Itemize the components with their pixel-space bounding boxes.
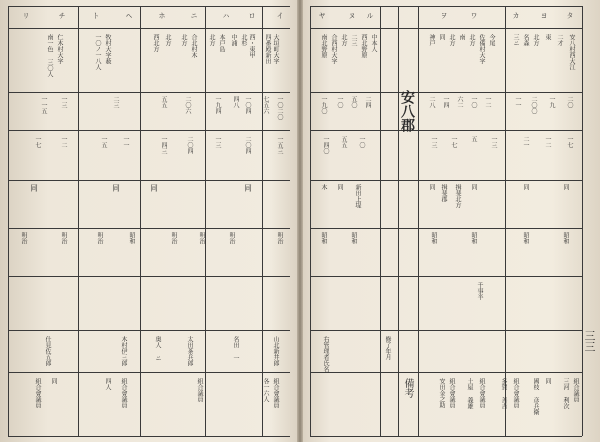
left-r2-c4: 四八 — [232, 96, 239, 108]
left-r1-c6: 本戸島 — [218, 34, 225, 52]
left-r5-same-3: 同 — [111, 184, 121, 192]
right-row-rule-7 — [310, 372, 582, 373]
left-header-mark-4: ヘ — [125, 12, 133, 19]
left-r1-c14: 牧村大字薮 — [104, 34, 111, 64]
left-r2-c10: 一一五 — [40, 96, 47, 114]
left-col-rule-1 — [78, 6, 79, 436]
left-row-rule-6 — [8, 330, 290, 331]
right-r2-c7: 六二 — [456, 96, 463, 108]
right-r3-c5: 一七 — [450, 136, 457, 148]
left-col-rule-3 — [205, 6, 206, 436]
left-r2-c5: 一九四 — [214, 96, 221, 114]
right-r2-c1: 一九〇 — [320, 96, 327, 114]
right-bottom-name-1: 安田金之助 — [438, 378, 445, 408]
right-r2-c12: 一九 — [548, 96, 555, 108]
right-note-3: 組合會議員 — [512, 378, 519, 408]
left-r2-c2: 七五六 — [262, 96, 269, 114]
right-sub-col-label: 右管理者氏名 — [322, 336, 329, 372]
right-col-rule-6 — [582, 6, 583, 436]
left-note-3: 組合議員 — [196, 378, 203, 402]
page-number: 三三 — [583, 330, 596, 352]
right-r1-c2: 合西村大字 — [330, 34, 337, 64]
right-r2-c9: 一二 — [484, 96, 491, 108]
right-r4-c9: 同 — [562, 184, 569, 190]
right-r2-c6: 一四 — [442, 96, 449, 108]
right-header-bottom-rule — [310, 28, 582, 29]
left-r1-c12: 仁木村大字 — [56, 34, 63, 64]
left-r1-c15: 一〇ノ一八人 — [94, 34, 101, 70]
left-r3-c8: 一二 — [60, 136, 67, 148]
right-r1-c7: 神戸 — [428, 34, 435, 46]
left-bottom-name-3: 木村伊三郎 — [120, 336, 127, 366]
right-bottom-rule — [310, 436, 582, 437]
right-r3-c1: 一四〇 — [322, 136, 329, 154]
right-r4-c2: 同 — [336, 184, 343, 190]
right-sub-col-label-2: 修了年月 — [384, 336, 391, 360]
right-bottom-name-5: 三河 利次 — [562, 378, 569, 409]
left-r1-c3: 西・東甲 — [248, 34, 255, 58]
left-r1-c11: 西北方 — [152, 34, 159, 52]
right-r1-c14: 三ニ — [512, 34, 519, 46]
left-header-rule — [8, 6, 290, 7]
right-r1-c12: 佐備村大字 — [478, 34, 485, 64]
left-r3-c4: 二〇四 — [186, 136, 193, 154]
section-title: 安八郡 — [399, 90, 415, 132]
left-header-mark-7: ハ — [222, 12, 230, 19]
right-r6-c1: 昭和 — [320, 232, 327, 244]
right-header-mark-3: ル — [366, 12, 374, 19]
right-r1-c10: 南 — [458, 34, 465, 40]
right-r2-c13: 二〇 — [566, 96, 573, 108]
left-header-mark-9: イ — [276, 12, 284, 19]
right-col-rule-4 — [418, 6, 419, 436]
right-r3-c4: 一三 — [430, 136, 437, 148]
left-col-rule-4 — [262, 6, 263, 436]
right-r1-c6: 中本人 — [370, 34, 377, 52]
left-bottom-name-4: 仕見佐五郎 — [44, 336, 51, 366]
right-r1-c17: 東 — [544, 34, 551, 40]
left-note-1: 組合會議員 — [272, 378, 279, 408]
right-row-rule-3 — [310, 180, 582, 181]
left-r1-c9: 北方 — [180, 34, 187, 46]
right-row-rule-1 — [310, 92, 582, 93]
right-r4-c6: 揖斐北方 — [454, 184, 461, 208]
left-r2-c1: 一〇二〇 — [276, 96, 283, 120]
left-r1-c10: 北方 — [164, 34, 171, 46]
right-header-mark-2: ヌ — [348, 12, 356, 19]
remarks-label: 備考 — [402, 378, 413, 398]
left-header-mark-1: リ — [22, 12, 30, 19]
left-bottom-name-6: 奥人 ニ — [154, 336, 161, 361]
left-row-rule-7 — [8, 372, 290, 373]
right-header-mark-4: ヲ — [440, 12, 448, 19]
left-r6-c5: 昭和 — [128, 232, 135, 244]
right-r1-c15: 名森 — [522, 34, 529, 46]
left-r1-c5: 中浦 — [230, 34, 237, 46]
left-r5-same-1: 同 — [243, 184, 253, 192]
right-header-mark-6: カ — [512, 12, 520, 19]
left-r1-c7: 北方 — [208, 34, 215, 46]
left-r2-c3: 一〇四 — [244, 96, 251, 114]
right-r6-c2: 昭和 — [350, 232, 357, 244]
left-r1-c2: 四番殿新田 — [264, 34, 271, 64]
left-note-2: 各一六人 — [262, 378, 269, 402]
right-r2-c10: 一一 — [514, 96, 521, 108]
left-r6-c3: 明治 — [198, 232, 205, 244]
right-r3-c8: 二一 — [522, 136, 529, 148]
right-r1-c19: 安八村西大江 — [568, 34, 575, 70]
left-note-6: 同 — [50, 378, 57, 384]
right-col-rule-5 — [505, 6, 506, 436]
left-r2-c6: 二〇六 — [184, 96, 191, 114]
right-r3-c3: 一〇 — [358, 136, 365, 148]
left-bottom-rule — [8, 436, 290, 437]
right-mid-note: 千事半 — [476, 282, 483, 300]
right-r2-c2: 一〇 — [336, 96, 343, 108]
left-bottom-name-2: 太田茶兵郎 — [186, 336, 193, 366]
left-r3-c7: 一五 — [100, 136, 107, 148]
right-r3-c2: 五五 — [340, 136, 347, 148]
right-r1-c18: 二才 — [556, 34, 563, 46]
left-note-5: 四人 — [104, 378, 111, 390]
right-r1-c8: 同 — [438, 34, 445, 40]
left-row-rule-2 — [8, 130, 290, 131]
left-r6-c4: 明治 — [170, 232, 177, 244]
left-r3-c6: 一一 — [122, 136, 129, 148]
left-bottom-name-1: 山北新井郎 — [272, 336, 279, 366]
right-r6-c6: 昭和 — [562, 232, 569, 244]
right-bottom-name-3: 多賀 善吉 — [500, 378, 507, 409]
right-r3-c10: 一七 — [566, 136, 573, 148]
left-header-mark-2: チ — [58, 12, 66, 19]
right-bottom-name-2: 土屋 義雄 — [466, 378, 473, 409]
right-r2-c8: 一〇 — [470, 96, 477, 108]
left-r1-c8: 合北村木 — [190, 34, 197, 58]
left-row-rule-3 — [8, 180, 290, 181]
left-r5-same-2: 同 — [149, 184, 159, 192]
left-row-rule-5 — [8, 276, 290, 277]
left-r6-c1: 明治 — [276, 232, 283, 244]
left-header-mark-8: ロ — [248, 12, 256, 19]
left-row-rule-4 — [8, 228, 290, 229]
left-header-mark-6: ニ — [190, 12, 198, 19]
left-r3-c1: 一五三 — [276, 136, 283, 154]
right-header-mark-1: ヤ — [318, 12, 326, 19]
left-r1-c1: 大垣町大字 — [272, 34, 279, 64]
right-r1-c16: 北方 — [532, 34, 539, 46]
right-r2-c5: 二八 — [428, 96, 435, 108]
right-r3-c7: 一三 — [490, 136, 497, 148]
right-row-rule-5 — [310, 276, 582, 277]
left-header-mark-5: ホ — [158, 12, 166, 19]
right-r1-c11: 北方 — [468, 34, 475, 46]
left-r6-c6: 明治 — [96, 232, 103, 244]
right-note-4: 同 — [544, 378, 551, 384]
left-note-4: 組合會議員 — [120, 378, 127, 408]
right-note-1: 組合會議員 — [448, 378, 455, 408]
right-row-rule-2 — [310, 130, 582, 131]
right-bottom-name-4: 國枝 彦兵衛 — [532, 378, 539, 415]
right-r4-c5: 揖斐郡 — [440, 184, 447, 202]
right-r1-c13: 今尾 — [488, 34, 495, 46]
left-header-mark-3: ト — [92, 12, 100, 19]
left-note-7: 組合會議員 — [34, 378, 41, 408]
right-r6-c5: 昭和 — [522, 232, 529, 244]
right-note-2: 組合會議員 — [478, 378, 485, 408]
left-r2-c9: 一三 — [60, 96, 67, 108]
right-r2-c4: 二四 — [364, 96, 371, 108]
left-bottom-name-5: 名田 一 — [232, 336, 239, 361]
left-r1-c13: 南一色 三〇人 — [46, 34, 53, 77]
left-r6-c2: 明治 — [228, 232, 235, 244]
left-r6-c7: 明治 — [60, 232, 67, 244]
right-r4-c8: 同 — [522, 184, 529, 190]
right-header-rule — [310, 6, 582, 7]
right-r6-c4: 昭和 — [470, 232, 477, 244]
left-r3-c5: 一四三 — [160, 136, 167, 154]
left-r3-c3: 一三 — [214, 136, 221, 148]
right-col-rule-1 — [310, 6, 311, 436]
right-r2-c3: 五〇 — [350, 96, 357, 108]
right-page — [300, 0, 600, 442]
right-header-mark-7: ヨ — [540, 12, 548, 19]
right-r1-c9: 北方 — [448, 34, 455, 46]
left-r2-c8: 二三 — [112, 96, 119, 108]
left-r1-c4: 北杉 — [240, 34, 247, 46]
left-r3-c9: 一七 — [34, 136, 41, 148]
right-row-rule-6 — [310, 330, 582, 331]
right-note-5: 組合議員 — [572, 378, 579, 402]
right-r1-c3: 北方 — [340, 34, 347, 46]
left-col-rule-2 — [140, 6, 141, 436]
right-r1-c5: 西北野原 — [360, 34, 367, 58]
left-r3-c2: 二〇四 — [244, 136, 251, 154]
left-header-bottom-rule — [8, 28, 290, 29]
right-r3-c9: 一二 — [544, 136, 551, 148]
right-r4-c3: 新田上堤 — [354, 184, 361, 208]
right-r4-c4: 同 — [428, 184, 435, 190]
left-r5-same-4: 同 — [29, 184, 39, 192]
right-header-mark-8: タ — [566, 12, 574, 19]
right-r1-c4: 二三 — [350, 34, 357, 46]
left-r2-c7: 五五 — [160, 96, 167, 108]
right-r1-c1: 南北野原 — [320, 34, 327, 58]
right-r6-c3: 昭和 — [430, 232, 437, 244]
right-header-mark-5: ワ — [470, 12, 478, 19]
right-r4-c7: 同 — [470, 184, 477, 190]
left-r6-c8: 明治 — [20, 232, 27, 244]
right-r4-c1: 木 — [320, 184, 327, 190]
right-col-rule-3 — [398, 6, 399, 436]
right-r2-c11: 二〇〇 — [530, 96, 537, 114]
right-row-rule-4 — [310, 228, 582, 229]
left-row-rule-1 — [8, 92, 290, 93]
right-r3-c6: 五 — [470, 136, 477, 142]
right-col-rule-2 — [380, 6, 381, 436]
